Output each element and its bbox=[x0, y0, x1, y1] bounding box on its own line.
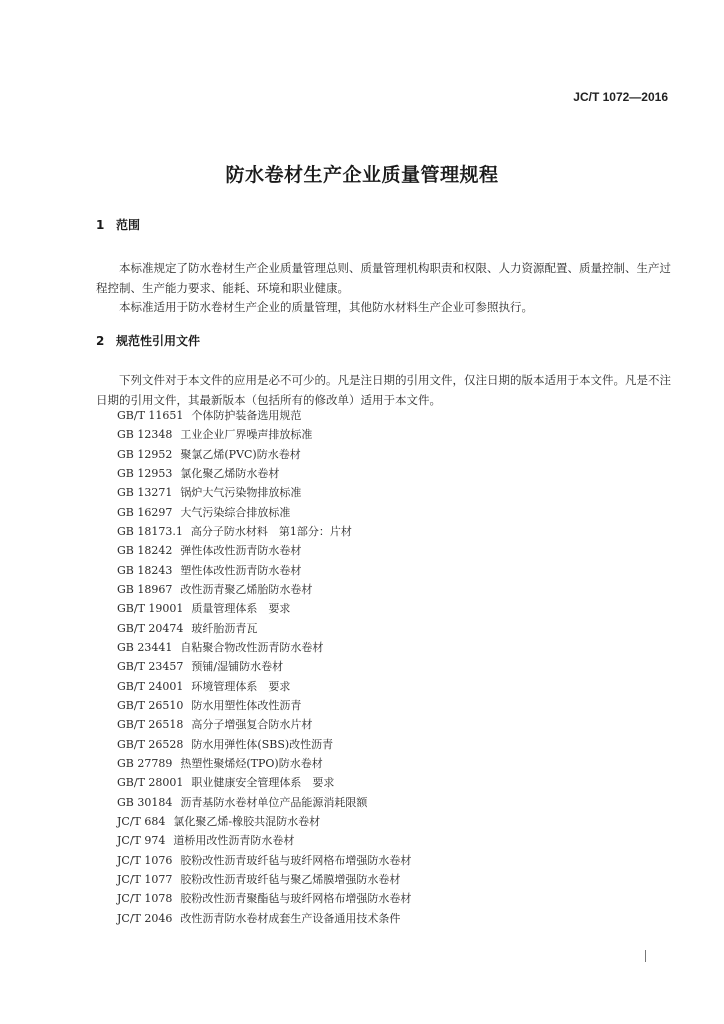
reference-title: 预铺/湿铺防水卷材 bbox=[191, 660, 284, 674]
reference-title: 改性沥青聚乙烯胎防水卷材 bbox=[180, 582, 313, 596]
section-number: 2 bbox=[96, 334, 105, 348]
reference-item bbox=[117, 677, 411, 696]
reference-title: 高分子防水材料 第1部分：片材 bbox=[190, 524, 352, 538]
reference-code: GB/T 20474 bbox=[117, 621, 184, 635]
reference-code: GB 12952 bbox=[117, 447, 173, 461]
reference-item bbox=[117, 638, 411, 657]
reference-list bbox=[117, 406, 411, 928]
reference-title: 道桥用改性沥青防水卷材 bbox=[173, 834, 295, 848]
reference-code: GB 13271 bbox=[117, 486, 173, 500]
section-heading-normative-references bbox=[96, 332, 200, 349]
reference-item bbox=[117, 464, 411, 483]
reference-item bbox=[117, 735, 411, 754]
reference-code: GB/T 24001 bbox=[117, 679, 184, 693]
reference-item bbox=[117, 812, 411, 831]
section-number: 1 bbox=[96, 218, 105, 232]
reference-code: JC/T 1078 bbox=[117, 892, 173, 906]
reference-item bbox=[117, 754, 411, 773]
reference-code: JC/T 974 bbox=[117, 834, 166, 848]
document-code: JC/T 1072—2016 bbox=[573, 90, 668, 104]
reference-title: 职业健康安全管理体系 要求 bbox=[191, 776, 335, 790]
section-heading-scope bbox=[96, 216, 140, 233]
reference-title: 防水用弹性体(SBS)改性沥青 bbox=[191, 737, 334, 751]
reference-title: 胶粉改性沥青玻纤毡与聚乙烯膜增强防水卷材 bbox=[180, 872, 401, 886]
reference-item bbox=[117, 889, 411, 908]
reference-code: GB 18967 bbox=[117, 582, 173, 596]
reference-code: GB 12348 bbox=[117, 428, 173, 442]
reference-item bbox=[117, 503, 411, 522]
reference-item bbox=[117, 580, 411, 599]
scope-paragraph-1: 本标准规定了防水卷材生产企业质量管理总则、质量管理机构职责和权限、人力资源配置、质量控制、生产过程控制、生产能力要求、能耗、环境和职业健康。 bbox=[96, 261, 671, 295]
reference-item bbox=[117, 909, 411, 928]
section-title: 范围 bbox=[116, 218, 141, 232]
reference-title: 改性沥青防水卷材成套生产设备通用技术条件 bbox=[180, 911, 401, 925]
reference-code: GB 18242 bbox=[117, 544, 173, 558]
reference-code: GB 30184 bbox=[117, 795, 173, 809]
reference-item bbox=[117, 541, 411, 560]
reference-title: 塑性体改性沥青防水卷材 bbox=[180, 563, 302, 577]
reference-title: 弹性体改性沥青防水卷材 bbox=[180, 544, 302, 558]
reference-code: GB/T 26518 bbox=[117, 718, 184, 732]
reference-title: 防水用塑性体改性沥青 bbox=[191, 698, 302, 712]
reference-title: 氯化聚乙烯-橡胶共混防水卷材 bbox=[173, 814, 321, 828]
reference-code: GB 23441 bbox=[117, 640, 173, 654]
reference-code: GB/T 26510 bbox=[117, 698, 184, 712]
reference-title: 胶粉改性沥青聚酯毡与玻纤网格布增强防水卷材 bbox=[180, 892, 412, 906]
document-title: 防水卷材生产企业质量管理规程 bbox=[225, 164, 499, 186]
page-mark bbox=[645, 950, 646, 962]
reference-item bbox=[117, 425, 411, 444]
reference-item bbox=[117, 445, 411, 464]
reference-code: JC/T 684 bbox=[117, 814, 166, 828]
reference-title: 大气污染综合排放标准 bbox=[180, 505, 291, 519]
reference-item bbox=[117, 561, 411, 580]
reference-title: 工业企业厂界噪声排放标准 bbox=[180, 428, 313, 442]
reference-item bbox=[117, 522, 411, 541]
reference-title: 沥青基防水卷材单位产品能源消耗限额 bbox=[180, 795, 368, 809]
scope-paragraph-2: 本标准适用于防水卷材生产企业的质量管理，其他防水材料生产企业可参照执行。 bbox=[119, 300, 533, 314]
reference-code: GB/T 28001 bbox=[117, 776, 184, 790]
reference-code: GB 12953 bbox=[117, 466, 173, 480]
reference-code: GB 27789 bbox=[117, 756, 173, 770]
reference-code: GB 16297 bbox=[117, 505, 173, 519]
section-title: 规范性引用文件 bbox=[116, 334, 201, 348]
reference-title: 个体防护装备选用规范 bbox=[191, 409, 302, 422]
reference-item bbox=[117, 599, 411, 618]
references-intro-paragraph: 下列文件对于本文件的应用是必不可少的。凡是注日期的引用文件，仅注日期的版本适用于本文件。凡是不注日期的引用文件，其最新版本（包括所有的修改单）适用于本文件。 bbox=[96, 373, 671, 407]
reference-title: 自粘聚合物改性沥青防水卷材 bbox=[180, 640, 324, 654]
reference-item bbox=[117, 793, 411, 812]
reference-code: GB/T 23457 bbox=[117, 660, 184, 674]
reference-item bbox=[117, 406, 411, 425]
reference-code: JC/T 2046 bbox=[117, 911, 173, 925]
reference-code: GB/T 19001 bbox=[117, 602, 184, 616]
reference-item bbox=[117, 831, 411, 850]
reference-title: 环境管理体系 要求 bbox=[191, 679, 291, 693]
reference-item bbox=[117, 483, 411, 502]
reference-code: GB 18243 bbox=[117, 563, 173, 577]
reference-item bbox=[117, 773, 411, 792]
reference-item bbox=[117, 851, 411, 870]
reference-title: 胶粉改性沥青玻纤毡与玻纤网格布增强防水卷材 bbox=[180, 853, 412, 867]
reference-title: 氯化聚乙烯防水卷材 bbox=[180, 466, 280, 480]
reference-title: 玻纤胎沥青瓦 bbox=[191, 621, 258, 635]
reference-item bbox=[117, 619, 411, 638]
reference-item bbox=[117, 696, 411, 715]
reference-code: JC/T 1076 bbox=[117, 853, 173, 867]
reference-title: 聚氯乙烯(PVC)防水卷材 bbox=[180, 447, 301, 461]
reference-title: 热塑性聚烯烃(TPO)防水卷材 bbox=[180, 756, 323, 770]
reference-item bbox=[117, 870, 411, 889]
reference-code: JC/T 1077 bbox=[117, 872, 173, 886]
reference-title: 质量管理体系 要求 bbox=[191, 602, 291, 616]
reference-title: 高分子增强复合防水片材 bbox=[191, 718, 313, 732]
reference-item bbox=[117, 657, 411, 676]
reference-code: GB/T 26528 bbox=[117, 737, 184, 751]
reference-item bbox=[117, 715, 411, 734]
reference-title: 锅炉大气污染物排放标准 bbox=[180, 486, 302, 500]
reference-code: GB 18173.1 bbox=[117, 524, 183, 538]
reference-code: GB/T 11651 bbox=[117, 409, 184, 422]
